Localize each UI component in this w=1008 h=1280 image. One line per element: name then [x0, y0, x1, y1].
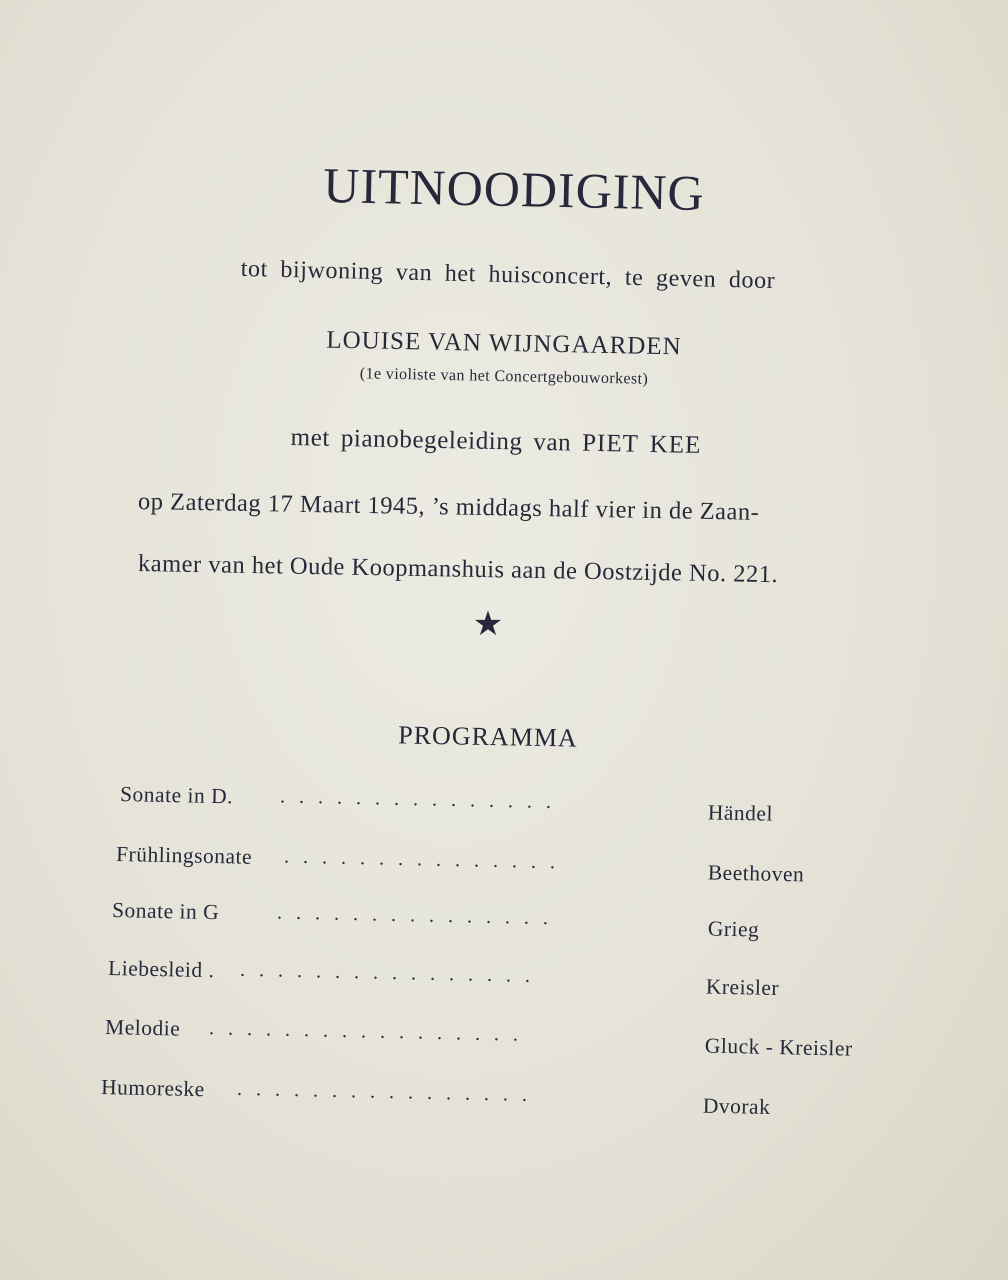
leader-dots: .................: [208, 1017, 533, 1046]
program-composer: Beethoven: [707, 860, 805, 887]
program-piece: Melodie: [104, 1015, 181, 1041]
program-item: [112, 898, 813, 949]
performer-note: (1e violiste van het Concertgebouworkest): [359, 365, 649, 388]
program-item: [101, 1075, 802, 1126]
program-composer: Händel: [707, 800, 774, 826]
program-item: [120, 782, 821, 833]
leader-dots: ................: [236, 1077, 542, 1107]
pianist-name: PIET KEE: [581, 429, 702, 459]
invitation-subtitle: tot bijwoning van het huisconcert, te geven door: [240, 255, 776, 295]
program-item: [108, 956, 869, 1008]
program-item: [105, 1015, 866, 1067]
leader-dots: ...............: [283, 845, 570, 874]
program-piece: Humoreske: [100, 1075, 205, 1102]
program-piece: Frühlingsonate: [115, 842, 253, 869]
program-composer: Kreisler: [705, 974, 780, 1001]
program-item: [116, 842, 817, 893]
program-composer: Dvorak: [702, 1093, 771, 1120]
invitation-title: UITNOODIGING: [322, 157, 706, 221]
program-composer: Gluck - Kreisler: [704, 1033, 853, 1061]
performer-name: LOUISE VAN WIJNGAARDEN: [326, 326, 682, 361]
program-piece: Sonate in D.: [119, 782, 234, 809]
concert-details-line2: kamer van het Oude Koopmanshuis aan de Oostzijde No. 221.: [137, 550, 779, 589]
concert-details-line1: op Zaterdag 17 Maart 1945, ’s middags half vier in de Zaan-: [137, 488, 760, 526]
program-piece: Liebesleid .: [107, 956, 215, 983]
program-piece: Sonate in G: [111, 898, 220, 925]
star-ornament: ★: [472, 606, 504, 643]
piano-prefix: met pianobegeleiding van: [290, 424, 572, 457]
leader-dots: ...............: [276, 901, 563, 930]
program-title: PROGRAMMA: [398, 720, 578, 753]
leader-dots: ................: [239, 958, 545, 988]
program-composer: Grieg: [707, 916, 760, 942]
leader-dots: ...............: [279, 785, 566, 814]
